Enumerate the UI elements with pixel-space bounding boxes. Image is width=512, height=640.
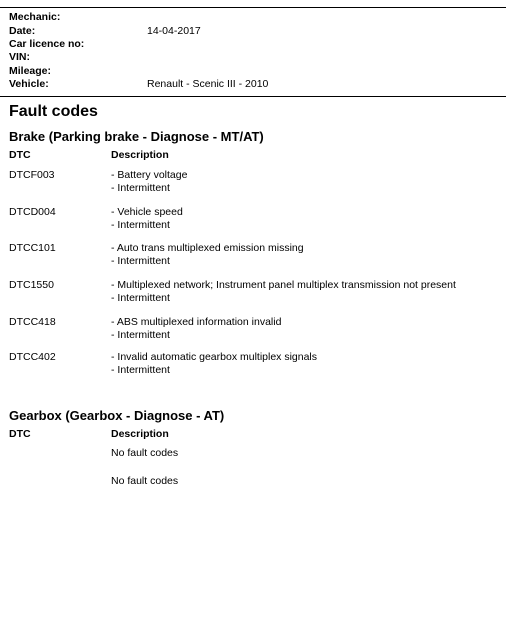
no-fault-codes-text: No fault codes (111, 475, 179, 487)
fault-status: - Intermittent (111, 328, 170, 341)
section-heading-brake: Brake (Parking brake - Diagnose - MT/AT) (9, 129, 264, 144)
fault-code: DTCF003 (9, 169, 55, 181)
fault-description (111, 242, 304, 267)
fault-description (111, 316, 281, 341)
fault-code: DTCC101 (9, 242, 56, 254)
column-header-description: Description (111, 428, 169, 440)
top-rule (0, 7, 506, 8)
licence-row (9, 38, 147, 51)
fault-description-line: - Invalid automatic gearbox multiplex signals (111, 351, 318, 363)
fault-status: - Intermittent (111, 181, 170, 194)
date-label: Date: (9, 25, 36, 37)
column-header-dtc: DTC (9, 149, 31, 161)
fault-description-line: - Battery voltage (111, 169, 188, 181)
page-title: Fault codes (9, 103, 98, 120)
vin-label: VIN: (9, 51, 30, 63)
vehicle-label: Vehicle: (9, 78, 49, 90)
date-row (9, 25, 201, 38)
column-header-dtc: DTC (9, 428, 31, 440)
fault-code: DTCD004 (9, 206, 56, 218)
vin-row (9, 51, 147, 64)
mechanic-row (9, 11, 147, 24)
mileage-label: Mileage: (9, 65, 52, 77)
fault-description-line: - ABS multiplexed information invalid (111, 316, 282, 328)
fault-description-line: - Auto trans multiplexed emission missing (111, 242, 304, 254)
fault-code: DTC1550 (9, 279, 54, 291)
fault-description (111, 279, 456, 304)
fault-code: DTCC402 (9, 351, 56, 363)
fault-status: - Intermittent (111, 363, 170, 376)
licence-label: Car licence no: (9, 38, 85, 50)
vehicle-row (9, 78, 268, 91)
mechanic-label: Mechanic: (9, 11, 61, 23)
header-bottom-rule (0, 96, 506, 97)
no-fault-codes-text: No fault codes (111, 447, 179, 459)
column-header-description: Description (111, 149, 169, 161)
fault-description (111, 169, 187, 194)
fault-description-line: - Multiplexed network; Instrument panel multiplex transmission not present (111, 279, 456, 291)
section-heading-gearbox: Gearbox (Gearbox - Diagnose - AT) (9, 408, 225, 423)
fault-description (111, 206, 183, 231)
fault-code: DTCC418 (9, 316, 56, 328)
mileage-row (9, 65, 147, 78)
fault-description (111, 351, 317, 376)
fault-status: - Intermittent (111, 254, 170, 267)
fault-status: - Intermittent (111, 291, 170, 304)
fault-status: - Intermittent (111, 218, 170, 231)
fault-description-line: - Vehicle speed (111, 206, 183, 218)
date-value: 14-04-2017 (147, 25, 201, 37)
vehicle-value: Renault - Scenic III - 2010 (147, 78, 269, 90)
